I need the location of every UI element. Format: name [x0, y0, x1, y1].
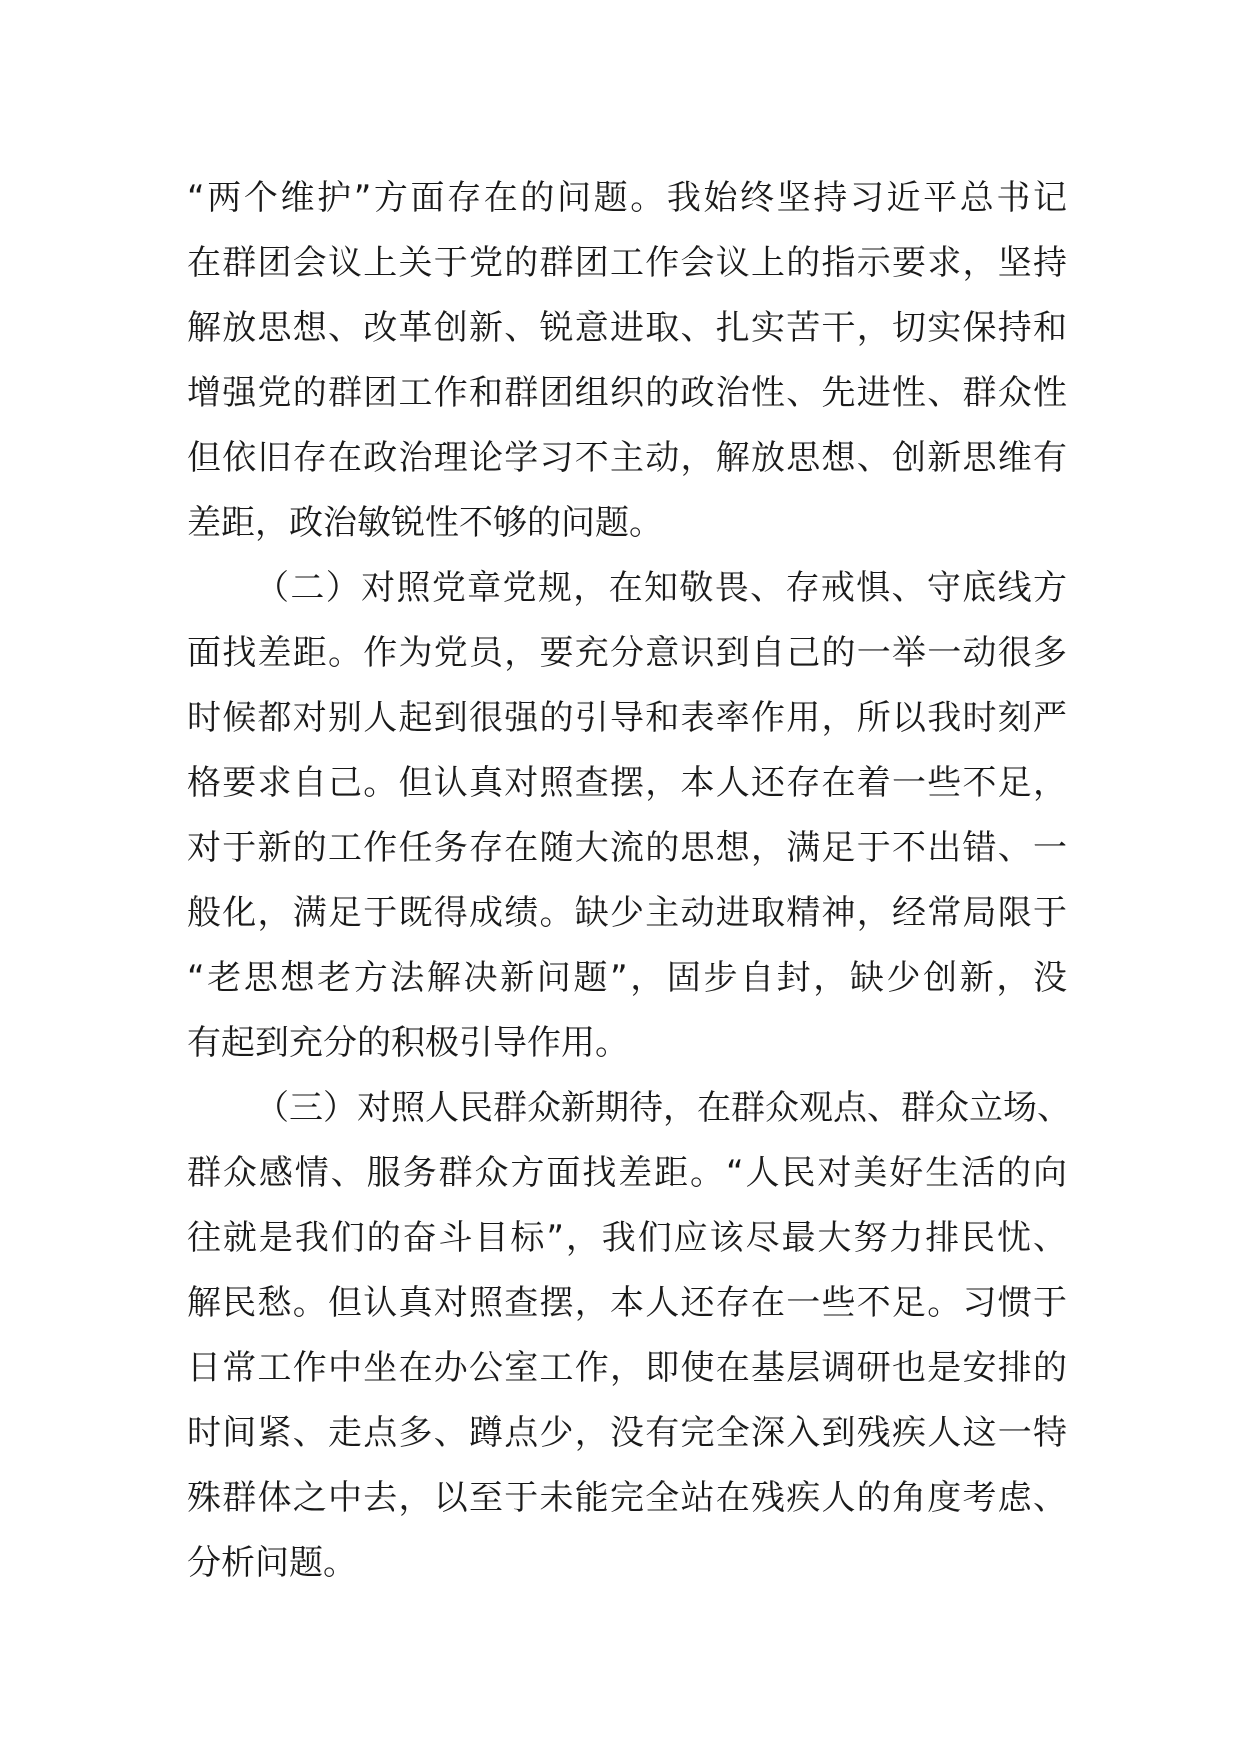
body-text	[187, 166, 1071, 1596]
text-line: 般化，满足于既得成绩。缺少主动进取精神，经常局限于	[187, 893, 1067, 933]
text-line: 差距，政治敏锐性不够的问题。	[187, 503, 663, 543]
text-line: 格要求自己。但认真对照查摆，本人还存在着一些不足，	[187, 763, 1067, 803]
text-line: 时候都对别人起到很强的引导和表率作用，所以我时刻严	[187, 698, 1067, 738]
text-line: 群众感情、服务群众方面找差距。“人民对美好生活的向	[187, 1153, 1067, 1193]
text-line: 在群团会议上关于党的群团工作会议上的指示要求，坚持	[187, 243, 1067, 283]
text-line: 面找差距。作为党员，要充分意识到自己的一举一动很多	[187, 633, 1067, 673]
text-line: 分析问题。	[187, 1543, 357, 1583]
text-line: （三）对照人民群众新期待，在群众观点、群众立场、	[255, 1088, 1071, 1128]
text-line: 时间紧、走点多、蹲点少，没有完全深入到残疾人这一特	[187, 1413, 1067, 1453]
text-line: 对于新的工作任务存在随大流的思想，满足于不出错、一	[187, 828, 1067, 868]
text-line: 解民愁。但认真对照查摆，本人还存在一些不足。习惯于	[187, 1283, 1067, 1323]
text-line: 但依旧存在政治理论学习不主动，解放思想、创新思维有	[187, 438, 1067, 478]
text-line: “老思想老方法解决新问题”，固步自封，缺少创新，没	[187, 958, 1067, 998]
text-line: 增强党的群团工作和群团组织的政治性、先进性、群众性	[187, 373, 1067, 413]
text-line: 日常工作中坐在办公室工作，即使在基层调研也是安排的	[187, 1348, 1067, 1388]
text-line: 有起到充分的积极引导作用。	[187, 1023, 629, 1063]
text-line: 往就是我们的奋斗目标”，我们应该尽最大努力排民忧、	[187, 1218, 1067, 1258]
text-line: “两个维护”方面存在的问题。我始终坚持习近平总书记	[187, 178, 1067, 218]
text-line: 解放思想、改革创新、锐意进取、扎实苦干，切实保持和	[187, 308, 1067, 348]
text-line: （二）对照党章党规，在知敬畏、存戒惧、守底线方	[255, 568, 1067, 608]
text-line: 殊群体之中去，以至于未能完全站在残疾人的角度考虑、	[187, 1478, 1067, 1518]
